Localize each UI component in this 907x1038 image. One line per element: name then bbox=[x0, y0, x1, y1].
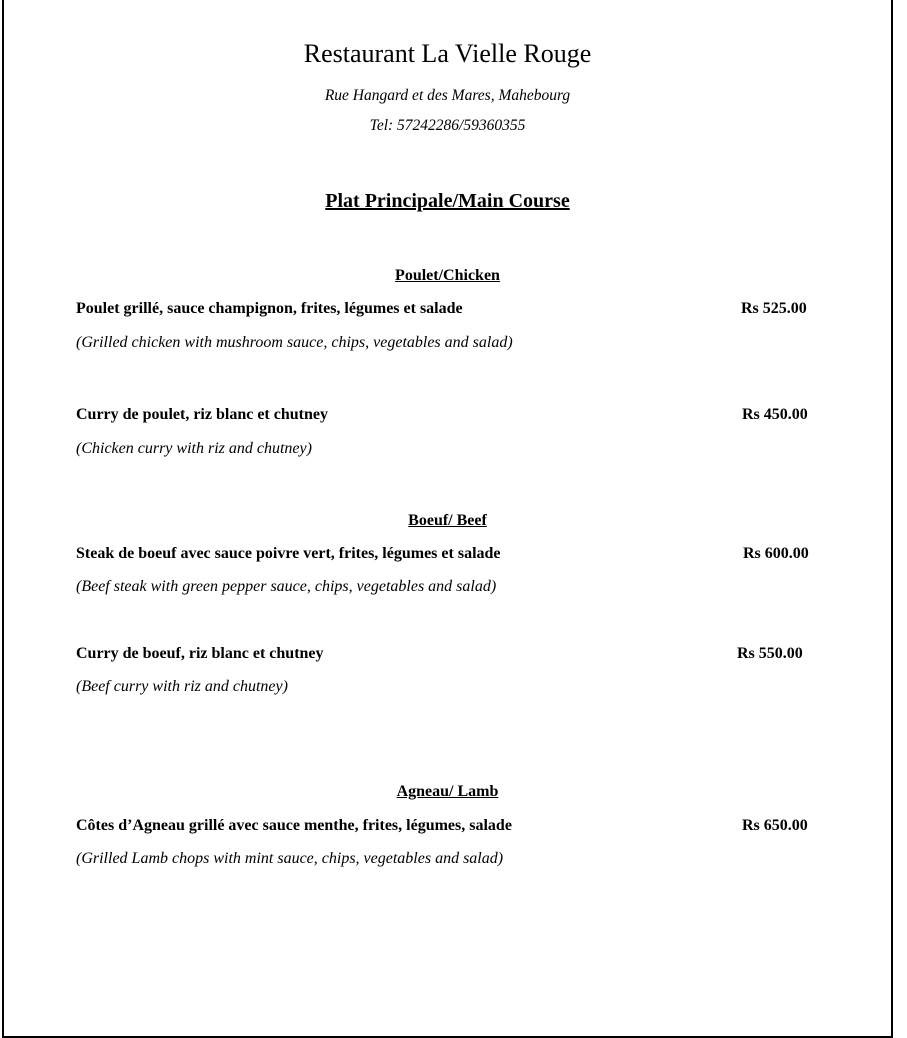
menu-item-name: Steak de boeuf avec sauce poivre vert, frites, légumes et salade bbox=[76, 545, 501, 562]
menu-item-price: Rs 525.00 bbox=[741, 300, 807, 317]
menu-item-description: (Beef curry with riz and chutney) bbox=[76, 678, 288, 695]
restaurant-phone: Tel: 57242286/59360355 bbox=[369, 117, 526, 134]
section-title-chicken: Poulet/Chicken bbox=[395, 267, 500, 284]
menu-item-price: Rs 450.00 bbox=[742, 406, 808, 423]
menu-item-description: (Beef steak with green pepper sauce, chips, vegetables and salad) bbox=[76, 578, 497, 595]
menu-item-description: (Chicken curry with riz and chutney) bbox=[76, 440, 312, 457]
menu-item-description: (Grilled chicken with mushroom sauce, chips, vegetables and salad) bbox=[76, 334, 513, 351]
menu-heading: Plat Principale/Main Course bbox=[325, 190, 570, 212]
menu-item-price: Rs 550.00 bbox=[737, 645, 803, 662]
menu-item-price: Rs 600.00 bbox=[743, 545, 809, 562]
restaurant-name: Restaurant La Vielle Rouge bbox=[303, 39, 592, 68]
menu-item-name: Poulet grillé, sauce champignon, frites, légumes et salade bbox=[76, 300, 463, 317]
menu-item-name: Curry de poulet, riz blanc et chutney bbox=[76, 406, 328, 423]
menu-item-price: Rs 650.00 bbox=[742, 817, 808, 834]
menu-item-name: Curry de boeuf, riz blanc et chutney bbox=[76, 645, 324, 662]
section-title-beef: Boeuf/ Beef bbox=[408, 512, 487, 529]
restaurant-address: Rue Hangard et des Mares, Mahebourg bbox=[324, 87, 571, 104]
menu-page bbox=[2, 0, 893, 1038]
menu-item-name: Côtes d’Agneau grillé avec sauce menthe, frites, légumes, salade bbox=[76, 817, 512, 834]
menu-item-description: (Grilled Lamb chops with mint sauce, chips, vegetables and salad) bbox=[76, 850, 504, 867]
section-title-lamb: Agneau/ Lamb bbox=[396, 783, 499, 800]
